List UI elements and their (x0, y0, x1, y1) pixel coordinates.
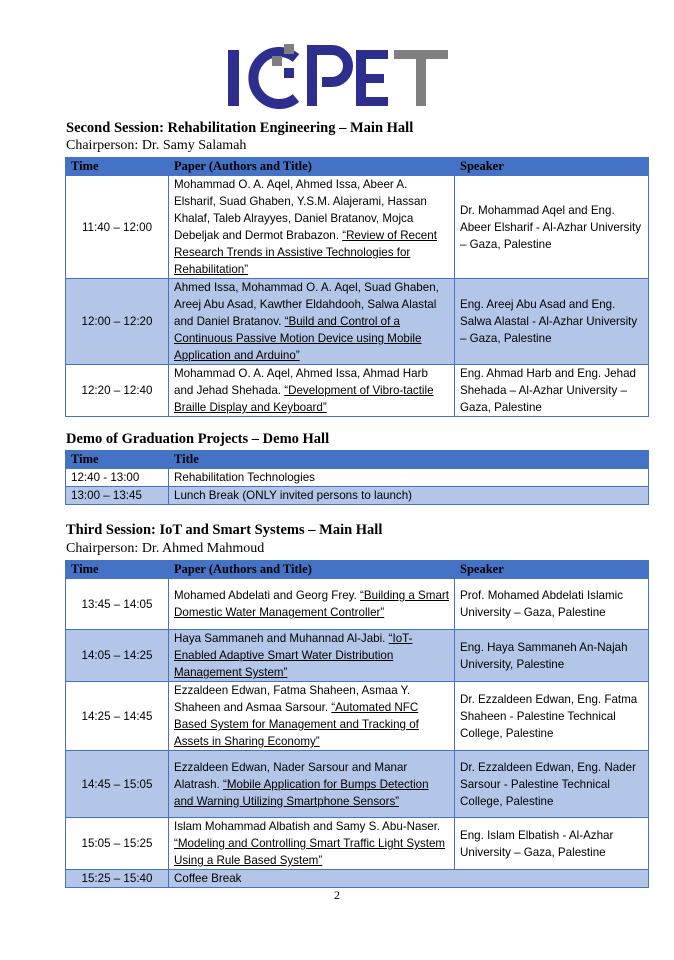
row-title: Rehabilitation Technologies (169, 469, 649, 487)
session3-table (65, 560, 649, 888)
paper-title-link[interactable]: “Automated NFC Based System for Management and Tracking of Assets in Sharing Economy” (174, 701, 419, 748)
table-row (66, 818, 649, 870)
paper-authors: Mohamed Abdelati and Georg Frey. (174, 589, 361, 602)
header-time: Time (66, 158, 169, 176)
header-paper: Paper (Authors and Title) (169, 158, 455, 176)
header-speaker: Speaker (455, 158, 649, 176)
row-speaker: Dr. Ezzaldeen Edwan, Eng. Fatma Shaheen - Palestine Technical College, Palestine (455, 682, 649, 751)
session2-title: Second Session: Rehabilitation Engineering – Main Hall (66, 120, 414, 136)
table-row (66, 176, 649, 279)
paper-authors: Haya Sammaneh and Muhannad Al-Jabi. (174, 632, 389, 645)
paper-title-link[interactable]: “Review of Recent Research Trends in Assistive Technologies for Rehabilitation” (174, 229, 437, 276)
session2-chairperson: Chairperson: Dr. Samy Salamah (66, 138, 247, 153)
row-speaker: Eng. Islam Elbatish - Al-Azhar University – Gaza, Palestine (455, 818, 649, 870)
paper-title-link[interactable]: “Building a Smart Domestic Water Management Controller” (174, 589, 449, 619)
row-time: 14:05 – 14:25 (66, 630, 169, 682)
row-paper (169, 365, 455, 417)
row-paper (169, 630, 455, 682)
table-row (66, 870, 649, 888)
row-speaker: Eng. Haya Sammaneh An-Najah University, Palestine (455, 630, 649, 682)
table-row (66, 469, 649, 487)
table-row (66, 751, 649, 818)
session3-chairperson: Chairperson: Dr. Ahmed Mahmoud (66, 541, 265, 556)
row-title: Coffee Break (169, 870, 649, 888)
paper-title-link[interactable]: “Development of Vibro-tactile Braille Display and Keyboard” (174, 384, 434, 414)
row-time: 14:25 – 14:45 (66, 682, 169, 751)
table-row (66, 579, 649, 630)
header-speaker: Speaker (455, 561, 649, 579)
row-speaker: Dr. Ezzaldeen Edwan, Eng. Nader Sarsour - Palestine Technical College, Palestine (455, 751, 649, 818)
demo-table (65, 450, 649, 505)
row-speaker: Eng. Ahmad Harb and Eng. Jehad Shehada – Al-Azhar University – Gaza, Palestine (455, 365, 649, 417)
row-speaker: Dr. Mohammad Aqel and Eng. Abeer Elsharif - Al-Azhar University – Gaza, Palestine (455, 176, 649, 279)
row-title: Lunch Break (ONLY invited persons to launch) (169, 487, 649, 505)
row-time: 13:45 – 14:05 (66, 579, 169, 630)
paper-authors: Mohammad O. A. Aqel, Ahmed Issa, Ahmad Harb and Jehad Shehada. (174, 367, 428, 397)
row-paper (169, 818, 455, 870)
paper-title-link[interactable]: “IoT-Enabled Adaptive Smart Water Distribution Management System” (174, 632, 413, 679)
session3-title: Third Session: IoT and Smart Systems – Main Hall (66, 522, 383, 538)
header-paper: Paper (Authors and Title) (169, 561, 455, 579)
table-row (66, 279, 649, 365)
table-header-row (66, 158, 649, 176)
row-time: 13:00 – 13:45 (66, 487, 169, 505)
row-time: 12:00 – 12:20 (66, 279, 169, 365)
table-row (66, 365, 649, 417)
session2-table (65, 157, 649, 417)
table-row (66, 630, 649, 682)
row-speaker: Prof. Mohamed Abdelati Islamic University – Gaza, Palestine (455, 579, 649, 630)
row-time: 15:25 – 15:40 (66, 870, 169, 888)
row-time: 14:45 – 15:05 (66, 751, 169, 818)
header-title: Title (169, 451, 649, 469)
header-time: Time (66, 451, 169, 469)
row-paper (169, 751, 455, 818)
row-speaker: Eng. Areej Abu Asad and Eng. Salwa Alastal - Al-Azhar University – Gaza, Palestine (455, 279, 649, 365)
row-paper (169, 682, 455, 751)
paper-title-link[interactable]: “Mobile Application for Bumps Detection and Warning Utilizing Smartphone Sensors” (174, 777, 429, 808)
row-time: 15:05 – 15:25 (66, 818, 169, 870)
row-paper (169, 279, 455, 365)
paper-authors: Ahmed Issa, Mohammad O. A. Aqel, Suad Ghaben, Areej Abu Asad, Kawther Eldahdooh, Salwa Alastal and Daniel Bratanov. (174, 281, 439, 328)
table-header-row (66, 561, 649, 579)
header-time: Time (66, 561, 169, 579)
table-row (66, 487, 649, 505)
paper-authors: Ezzaldeen Edwan, Fatma Shaheen, Asmaa Y. Shaheen and Asmaa Sarsour. (174, 684, 411, 714)
table-row (66, 682, 649, 751)
row-time: 12:20 – 12:40 (66, 365, 169, 417)
row-time: 12:40 - 13:00 (66, 469, 169, 487)
table-header-row (66, 451, 649, 469)
row-paper (169, 579, 455, 630)
paper-authors: Islam Mohammad Albatish and Samy S. Abu-Naser. (174, 820, 441, 833)
paper-title-link[interactable]: “Build and Control of a Continuous Passive Motion Device using Mobile Application and Arduino” (174, 315, 422, 362)
paper-title-link[interactable]: “Modeling and Controlling Smart Traffic Light System Using a Rule Based System” (174, 837, 446, 867)
row-paper (169, 176, 455, 279)
row-time: 11:40 – 12:00 (66, 176, 169, 279)
page-number: 2 (334, 888, 340, 902)
paper-authors: Mohammad O. A. Aqel, Ahmed Issa, Abeer A. Elsharif, Suad Ghaben, Y.S.M. Alajerami, Hassan Khalaf, Taleb Alrayyes, Daniel Bratanov, Mojca Debeljak and Dermot Brabazon. (174, 178, 427, 242)
icpet-logo (228, 44, 450, 110)
paper-authors: Ezzaldeen Edwan, Nader Sarsour and Manar Alatrash. (174, 760, 408, 791)
demo-title: Demo of Graduation Projects – Demo Hall (66, 431, 330, 447)
